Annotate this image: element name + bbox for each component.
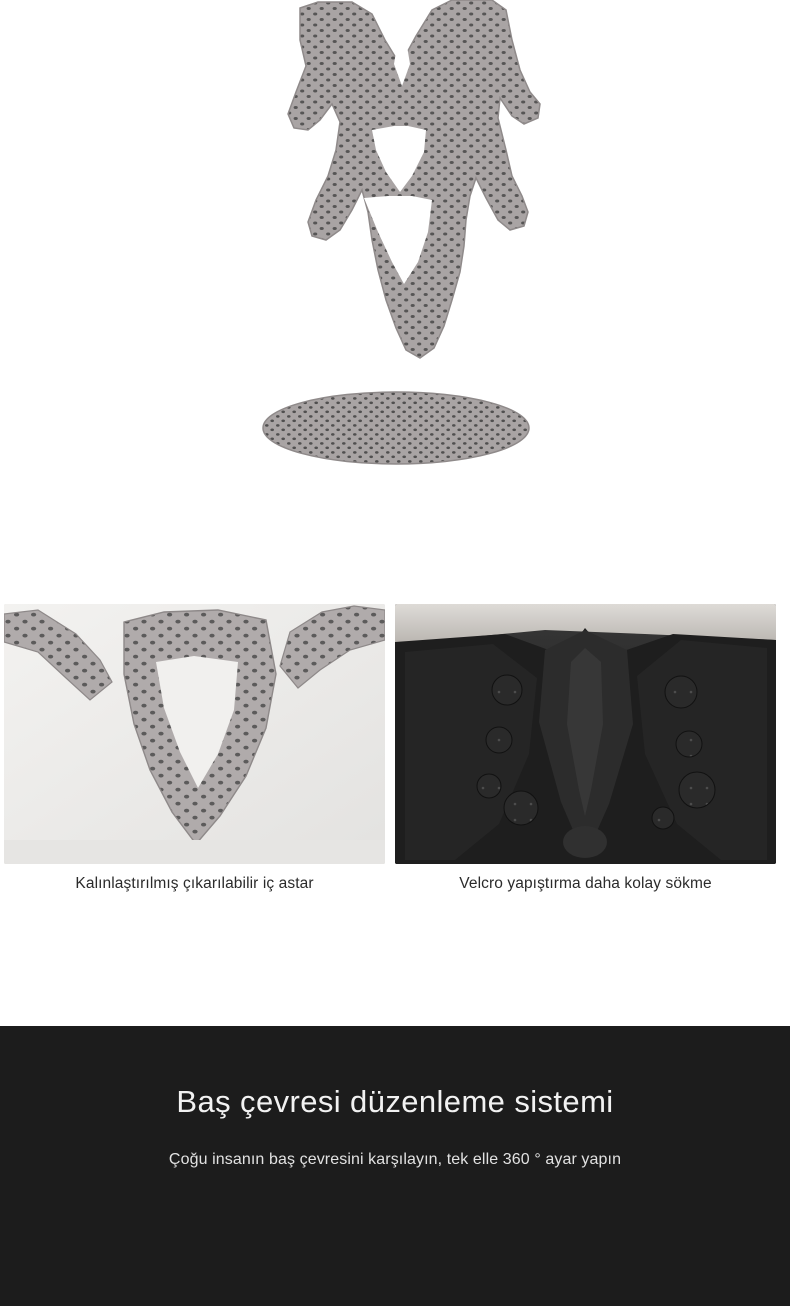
- velcro-attachment-photo: [395, 604, 776, 864]
- hero-illustration-section: [0, 0, 790, 600]
- caption-thick-removable-liner: Kalınlaştırılmış çıkarılabilir iç astar: [75, 875, 314, 892]
- multi-arm-head-liner-pad: [288, 0, 540, 358]
- caption-velcro-attachment: Velcro yapıştırma daha kolay sökme: [459, 875, 712, 892]
- banner-title: Baş çevresi düzenleme sistemi: [176, 1084, 614, 1119]
- oval-forehead-pad: [263, 392, 529, 464]
- helmet-liner-pads-illustration: [0, 0, 790, 600]
- photo-tile-row: [0, 604, 790, 864]
- banner-subtitle: Çoğu insanın baş çevresini karşılayın, tek elle 360 ° ayar yapın: [168, 1151, 622, 1168]
- head-circumference-banner: [0, 1026, 790, 1306]
- caption-row: [0, 872, 790, 912]
- thick-removable-liner-photo: [4, 604, 385, 864]
